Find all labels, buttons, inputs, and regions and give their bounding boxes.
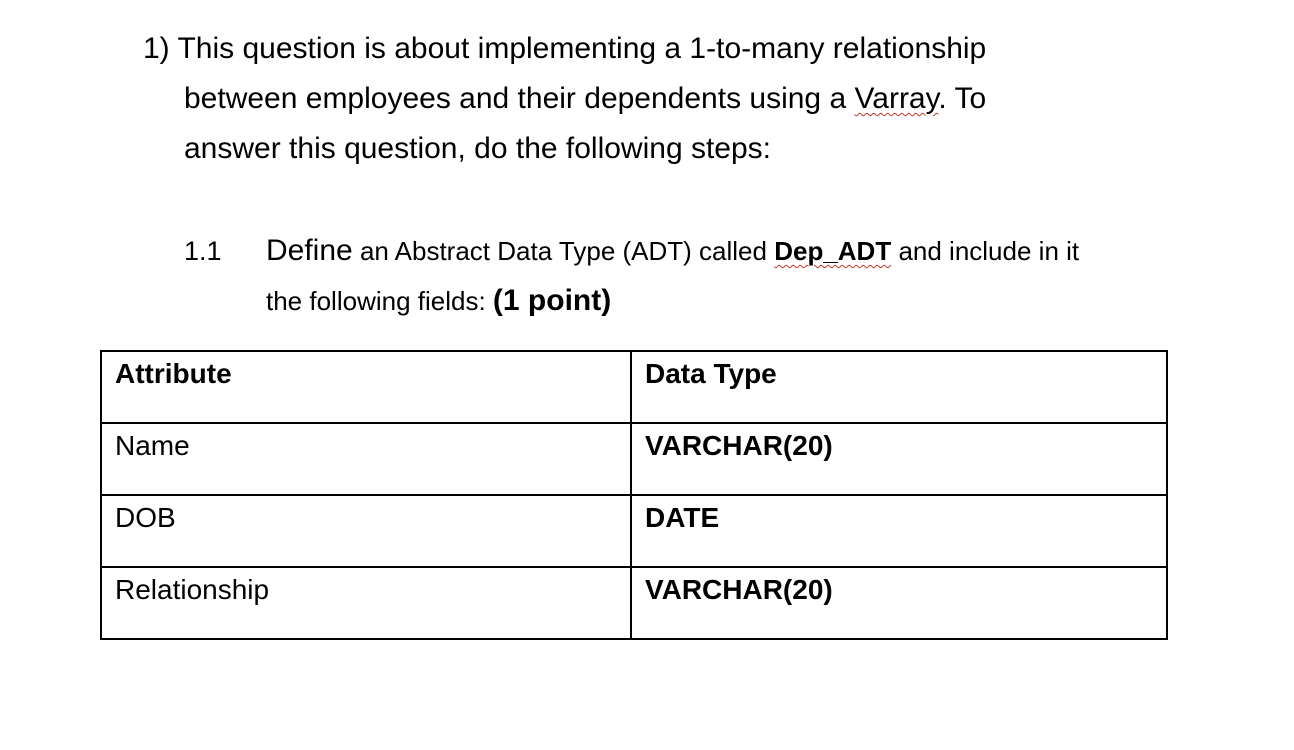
table-row [101, 495, 1167, 567]
subquestion-line-2-text: the following fields: [266, 286, 493, 316]
header-data-type: Data Type [631, 351, 1167, 423]
cell-attribute: Name [101, 423, 631, 495]
table-row [101, 567, 1167, 639]
points-label: (1 point) [492, 284, 612, 317]
cell-data-type: VARCHAR(20) [631, 567, 1167, 639]
question-1 [143, 24, 1143, 174]
adt-fields-table [100, 350, 1168, 640]
question-line-1 [143, 24, 1143, 74]
question-text-line-2-end: . To [938, 82, 987, 115]
subquestion-line-2 [184, 276, 1234, 326]
subquestion-line-1 [184, 226, 1234, 276]
spellcheck-flagged-word: Varray [854, 82, 939, 115]
table-row [101, 423, 1167, 495]
table-header-row [101, 351, 1167, 423]
subquestion-number: 1.1 [184, 236, 222, 266]
define-word: Define [266, 234, 353, 267]
cell-data-type: DATE [631, 495, 1167, 567]
question-number: 1) [143, 32, 170, 65]
question-text-line-1: This question is about implementing a 1-to-many relationship [177, 32, 987, 65]
question-line-3 [143, 124, 1143, 174]
cell-data-type: VARCHAR(20) [631, 423, 1167, 495]
question-text-line-2: between employees and their dependents using a [184, 82, 855, 115]
question-text-line-3: answer this question, do the following steps: [184, 132, 772, 165]
cell-attribute: Relationship [101, 567, 631, 639]
subquestion-text-end: and include in it [891, 236, 1080, 266]
header-attribute: Attribute [101, 351, 631, 423]
question-line-2 [143, 74, 1143, 124]
subquestion-text: an Abstract Data Type (ADT) called [352, 236, 775, 266]
cell-attribute: DOB [101, 495, 631, 567]
subquestion-1-1 [184, 226, 1234, 326]
adt-type-name: Dep_ADT [774, 236, 892, 266]
